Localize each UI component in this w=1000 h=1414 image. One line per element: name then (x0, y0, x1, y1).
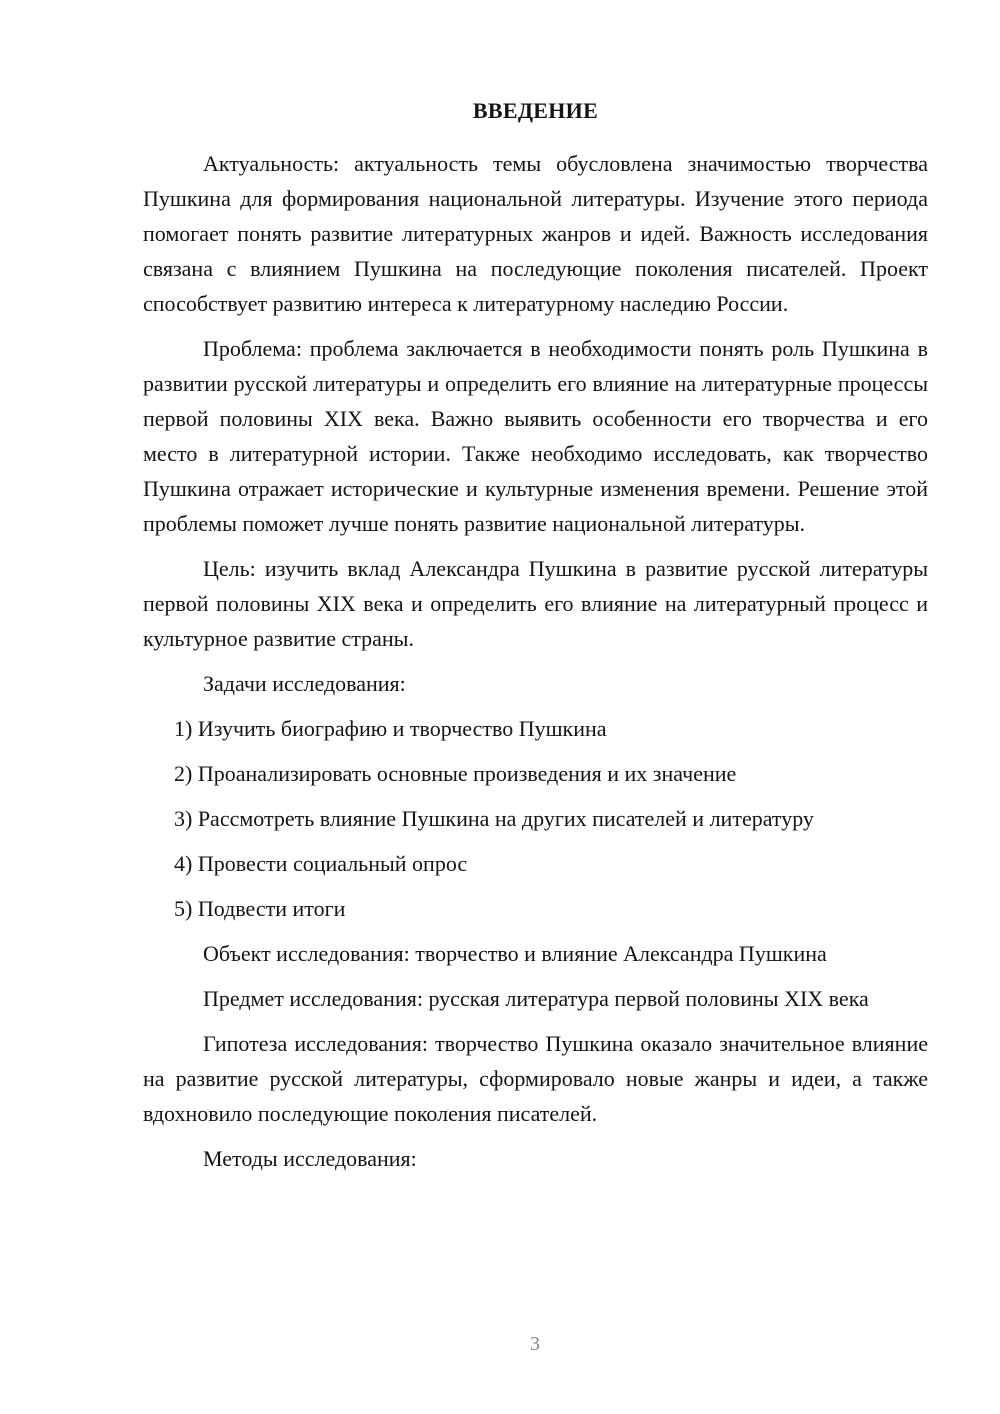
document-page (143, 96, 928, 1186)
task-item-4: 4) Провести социальный опрос (174, 851, 468, 876)
tasks-label: Задачи исследования: (203, 671, 406, 696)
page-number: 3 (530, 1333, 540, 1355)
task-item-3: 3) Рассмотреть влияние Пушкина на других писателей и литературу (174, 806, 814, 831)
paragraph-hypothesis: Гипотеза исследования: творчество Пушкина оказало значительное влияние на развитие русской литературы, сформировало новые жанры и идеи, а также вдохновило последующие поколения писателей. (143, 1031, 928, 1126)
page-title: ВВЕДЕНИЕ (472, 98, 599, 123)
task-item-2: 2) Проанализировать основные произведения и их значение (174, 761, 737, 786)
paragraph-problem: Проблема: проблема заключается в необходимости понять роль Пушкина в развитии русской литературы и определить его влияние на литературные процессы первой половины XIX века. Важно выявить особенности его творчества и его место в литературной истории. Также необходимо исследовать, как творчество Пушкина отражает исторические и культурные изменения времени. Решение этой проблемы поможет лучше понять развитие национальной литературы. (143, 336, 928, 536)
paragraph-relevance: Актуальность: актуальность темы обусловлена значимостью творчества Пушкина для формирования национальной литературы. Изучение этого периода помогает понять развитие литературных жанров и идей. Важность исследования связана с влиянием Пушкина на последующие поколения писателей. Проект способствует развитию интереса к литературному наследию России. (143, 151, 928, 316)
paragraph-object: Объект исследования: творчество и влияние Александра Пушкина (203, 941, 827, 966)
task-item-5: 5) Подвести итоги (174, 896, 346, 921)
task-item-1: 1) Изучить биографию и творчество Пушкина (174, 716, 607, 741)
paragraph-subject: Предмет исследования: русская литература первой половины XIX века (203, 986, 869, 1011)
paragraph-goal: Цель: изучить вклад Александра Пушкина в развитие русской литературы первой половины XIX века и определить его влияние на литературный процесс и культурное развитие страны. (143, 556, 928, 651)
methods-label: Методы исследования: (203, 1146, 417, 1171)
